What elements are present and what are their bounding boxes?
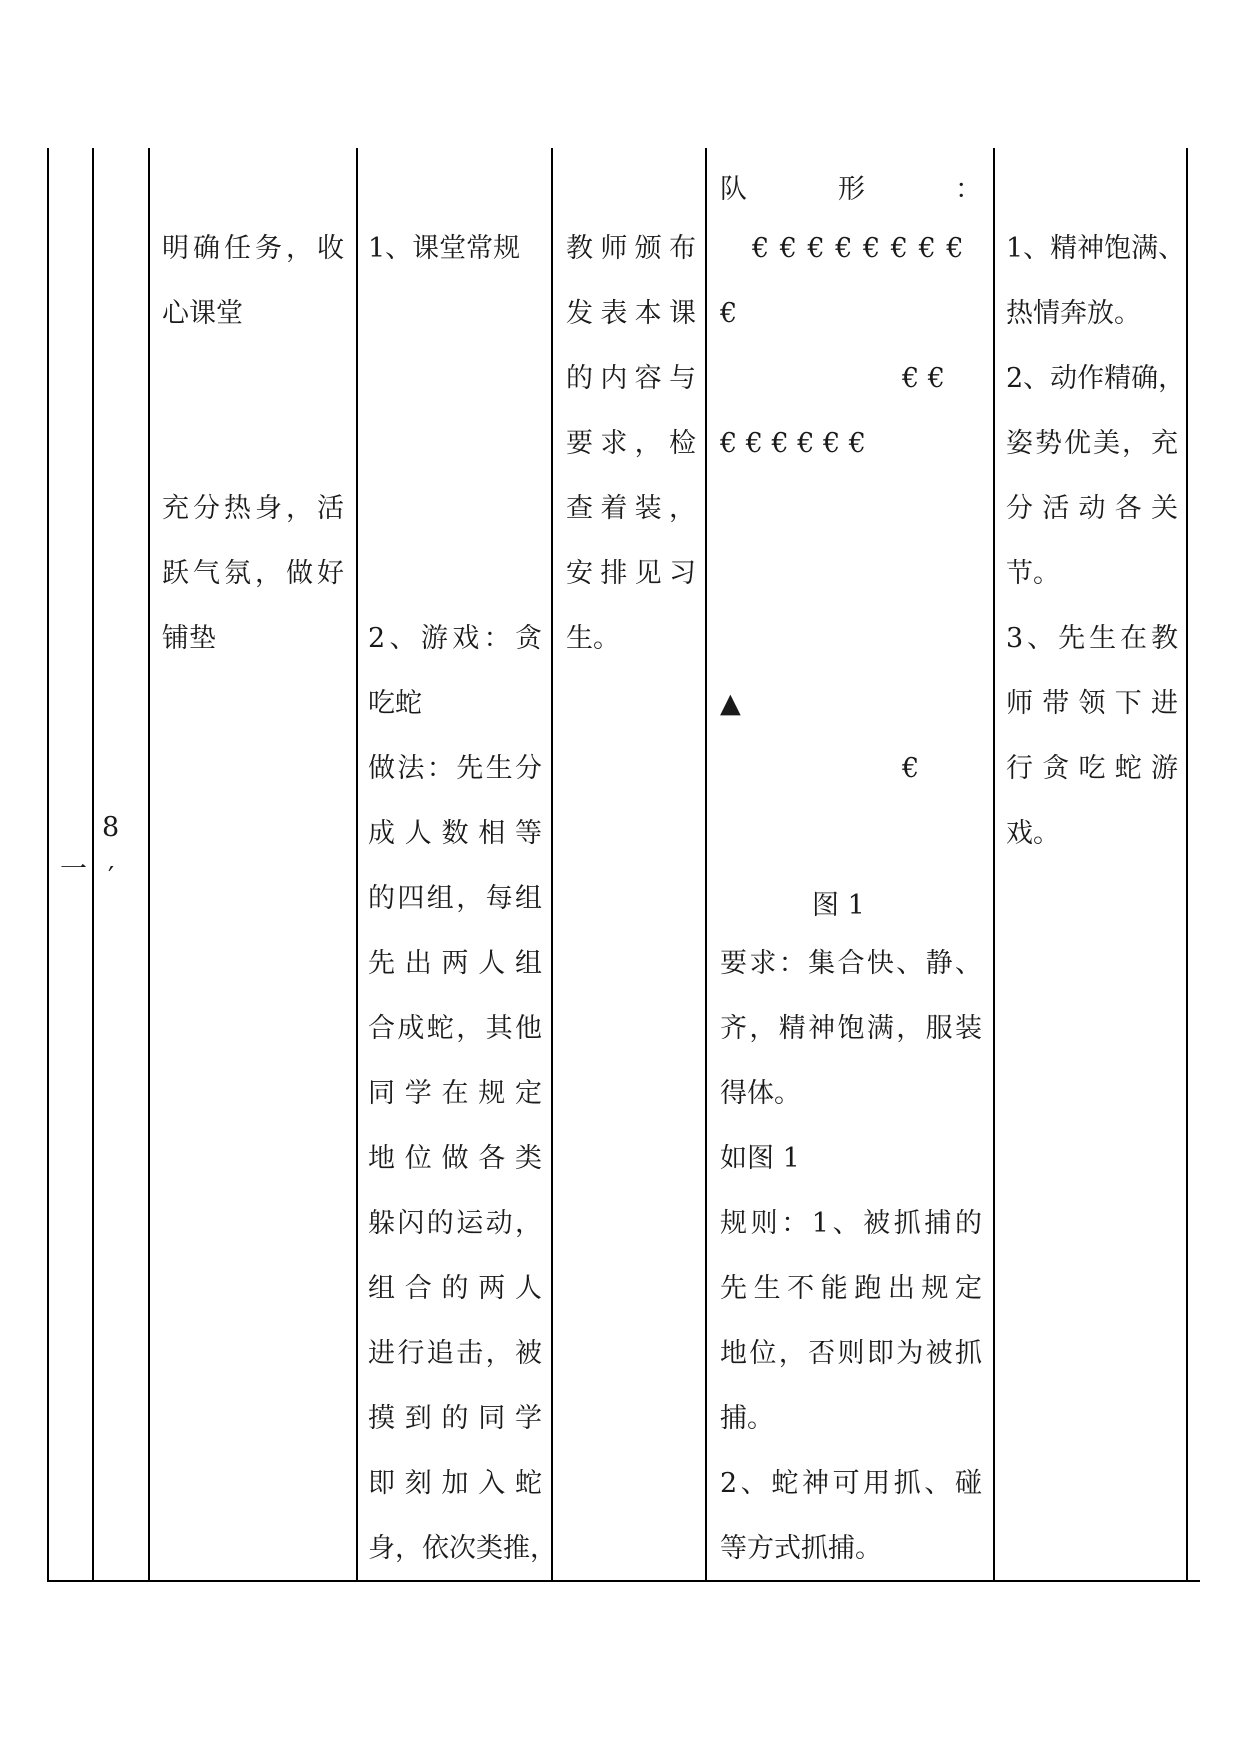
requirement-line: 规则：1、被抓捕的: [720, 1208, 982, 1239]
teacher-line: 要求，检: [566, 428, 696, 459]
section-number: 一: [60, 854, 87, 885]
method-line: 的四组，每组: [368, 883, 542, 914]
teacher-cell: [566, 216, 696, 671]
objective-line: 明确任务，收: [162, 233, 344, 264]
requirement-line: 捕。: [720, 1403, 774, 1434]
content-cell: [368, 216, 557, 1581]
method-line: 即刻加入蛇: [368, 1468, 542, 1499]
student-line: 节。: [1006, 558, 1060, 589]
method-line: 地位做各类: [368, 1143, 542, 1174]
requirement-line: 先生不能跑出规定: [720, 1273, 982, 1304]
column-divider: [993, 148, 995, 1580]
teacher-line: 查着装，: [566, 493, 696, 524]
table-bottom-border: [47, 1580, 1200, 1582]
method-line: 做法：先生分: [368, 753, 542, 784]
game-title-line: 2、游戏：贪: [368, 623, 542, 654]
requirement-line: 如图 1: [720, 1143, 800, 1174]
column-divider: [705, 148, 707, 1580]
student-line: 分活动各关: [1006, 493, 1178, 524]
teacher-line: 发表本课: [566, 298, 696, 329]
formation-row: €: [720, 298, 738, 329]
requirement-line: 齐，精神饱满，服装: [720, 1013, 982, 1044]
student-line: 师带领下进: [1006, 688, 1178, 719]
student-line: 1、精神饱满、: [1006, 233, 1186, 264]
method-line: 同学在规定: [368, 1078, 542, 1109]
column-divider: [148, 148, 150, 1580]
requirement-line: 要求：集合快、静、: [720, 948, 982, 979]
student-line: 戏。: [1006, 818, 1060, 849]
column-divider: [551, 148, 553, 1580]
method-line: 先出两人组: [368, 948, 542, 979]
column-divider: [92, 148, 94, 1580]
time-value: 8: [102, 812, 120, 843]
game-title-line: 吃蛇: [368, 688, 422, 719]
formation-row: € €: [902, 363, 945, 394]
teacher-line: 生。: [566, 623, 620, 654]
method-line: 成人数相等: [368, 818, 542, 849]
student-line: 热情奔放。: [1006, 298, 1141, 329]
table-border-left: [47, 148, 49, 1580]
objective-line: 心课堂: [162, 298, 243, 329]
requirement-line: 地位，否则即为被抓: [720, 1338, 982, 1369]
method-line: 合成蛇，其他: [368, 1013, 542, 1044]
method-line: 躲闪的运动，: [368, 1208, 542, 1239]
formation-row: € € € € € €: [720, 428, 866, 459]
time-unit: ′: [108, 862, 115, 893]
teacher-line: 安排见习: [566, 558, 696, 589]
student-line: 3、先生在教: [1006, 623, 1178, 654]
formation-single: €: [902, 753, 920, 784]
figure-caption: 图 1: [812, 890, 865, 921]
content-routine: 1、课堂常规: [368, 233, 521, 264]
method-line: 摸到的同学: [368, 1403, 542, 1434]
requirements-cell: [720, 931, 982, 1581]
teacher-line: 教师颁布: [566, 233, 696, 264]
student-line: 行贪吃蛇游: [1006, 753, 1178, 784]
requirement-line: 等方式抓捕。: [720, 1533, 882, 1564]
formation-row: € € € € € € € €: [752, 233, 965, 264]
objective-line: 铺垫: [162, 623, 216, 654]
objective-line: 跃气氛，做好: [162, 558, 344, 589]
formation-label: ：: [955, 174, 982, 205]
formation-label: 形: [838, 174, 865, 205]
table-border-right: [1186, 148, 1188, 1580]
student-line: 2、动作精确，: [1006, 363, 1186, 394]
student-cell: [1006, 216, 1186, 866]
column-divider: [356, 148, 358, 1580]
method-line: 组合的两人: [368, 1273, 542, 1304]
method-line: 身，依次类推，: [368, 1533, 557, 1564]
requirement-line: 得体。: [720, 1078, 801, 1109]
objectives-cell: [162, 216, 344, 671]
formation-label: 队: [720, 174, 747, 205]
teacher-triangle-icon: ▲: [720, 688, 741, 719]
requirement-line: 2、蛇神可用抓、碰: [720, 1468, 982, 1499]
student-line: 姿势优美，充: [1006, 428, 1178, 459]
method-line: 进行追击，被: [368, 1338, 542, 1369]
objective-line: 充分热身，活: [162, 493, 344, 524]
teacher-line: 的内容与: [566, 363, 696, 394]
